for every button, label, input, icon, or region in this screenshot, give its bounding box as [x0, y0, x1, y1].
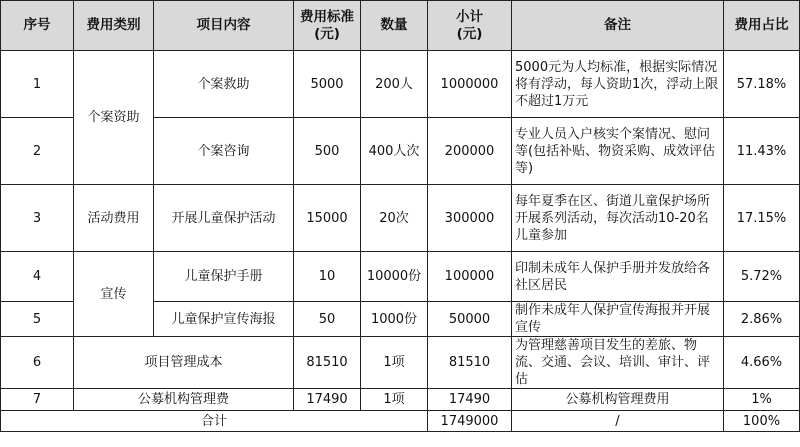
cell-standard: 15000 — [294, 185, 361, 252]
cell-ratio: 4.66% — [724, 337, 800, 389]
cell-no: 7 — [1, 389, 74, 411]
cell-quantity: 1项 — [361, 337, 428, 389]
cell-quantity: 400人次 — [361, 118, 428, 185]
cell-subtotal: 1000000 — [428, 51, 512, 118]
cell-quantity: 1项 — [361, 389, 428, 411]
cell-category-individual-aid: 个案资助 — [74, 51, 154, 185]
header-ratio: 费用占比 — [724, 1, 800, 51]
cell-standard: 17490 — [294, 389, 361, 411]
cell-subtotal: 300000 — [428, 185, 512, 252]
cell-standard: 50 — [294, 302, 361, 337]
total-label: 合计 — [1, 411, 428, 432]
cell-standard: 5000 — [294, 51, 361, 118]
table-row — [1, 185, 800, 252]
total-ratio: 100% — [724, 411, 800, 432]
header-item: 项目内容 — [154, 1, 294, 51]
cell-subtotal: 81510 — [428, 337, 512, 389]
total-row — [1, 411, 800, 432]
table-header-row — [1, 1, 800, 51]
table-row — [1, 337, 800, 389]
header-category: 费用类别 — [74, 1, 154, 51]
cell-subtotal: 200000 — [428, 118, 512, 185]
cell-no: 3 — [1, 185, 74, 252]
header-no: 序号 — [1, 1, 74, 51]
header-quantity: 数量 — [361, 1, 428, 51]
cell-item: 儿童保护手册 — [154, 252, 294, 302]
cell-ratio: 11.43% — [724, 118, 800, 185]
cell-category-publicity: 宣传 — [74, 252, 154, 337]
cell-ratio: 1% — [724, 389, 800, 411]
cell-remark: 每年夏季在区、街道儿童保护场所开展系列活动，每次活动10-20名儿童参加 — [512, 185, 724, 252]
cell-remark: 为管理慈善项目发生的差旅、物流、交通、会议、培训、审计、评估 — [512, 337, 724, 389]
cell-item: 儿童保护宣传海报 — [154, 302, 294, 337]
cell-standard: 500 — [294, 118, 361, 185]
cell-category-activity: 活动费用 — [74, 185, 154, 252]
cell-no: 5 — [1, 302, 74, 337]
table-row — [1, 252, 800, 302]
table-row — [1, 51, 800, 118]
cell-subtotal: 100000 — [428, 252, 512, 302]
header-standard: 费用标准 (元) — [294, 1, 361, 51]
cell-item: 公募机构管理费 — [74, 389, 294, 411]
cell-subtotal: 50000 — [428, 302, 512, 337]
cell-standard: 10 — [294, 252, 361, 302]
cell-ratio: 5.72% — [724, 252, 800, 302]
cell-quantity: 200人 — [361, 51, 428, 118]
cell-no: 6 — [1, 337, 74, 389]
cell-item: 项目管理成本 — [74, 337, 294, 389]
cell-ratio: 2.86% — [724, 302, 800, 337]
cell-ratio: 57.18% — [724, 51, 800, 118]
table-row — [1, 389, 800, 411]
cell-remark: 印制未成年人保护手册并发放给各社区居民 — [512, 252, 724, 302]
cell-no: 4 — [1, 252, 74, 302]
cell-remark: 公募机构管理费用 — [512, 389, 724, 411]
cell-no: 2 — [1, 118, 74, 185]
cell-quantity: 20次 — [361, 185, 428, 252]
cell-ratio: 17.15% — [724, 185, 800, 252]
cell-subtotal: 17490 — [428, 389, 512, 411]
total-subtotal: 1749000 — [428, 411, 512, 432]
cell-remark: 专业人员入户核实个案情况、慰问等(包括补贴、物资采购、成效评估等) — [512, 118, 724, 185]
cell-item: 开展儿童保护活动 — [154, 185, 294, 252]
total-remark: / — [512, 411, 724, 432]
cell-item: 个案咨询 — [154, 118, 294, 185]
cell-quantity: 10000份 — [361, 252, 428, 302]
cell-remark: 制作未成年人保护宣传海报并开展宣传 — [512, 302, 724, 337]
cell-quantity: 1000份 — [361, 302, 428, 337]
cell-remark: 5000元为人均标准，根据实际情况将有浮动，每人资助1次，浮动上限不超过1万元 — [512, 51, 724, 118]
header-remark: 备注 — [512, 1, 724, 51]
header-subtotal: 小计 (元) — [428, 1, 512, 51]
cell-standard: 81510 — [294, 337, 361, 389]
cell-no: 1 — [1, 51, 74, 118]
cell-item: 个案救助 — [154, 51, 294, 118]
